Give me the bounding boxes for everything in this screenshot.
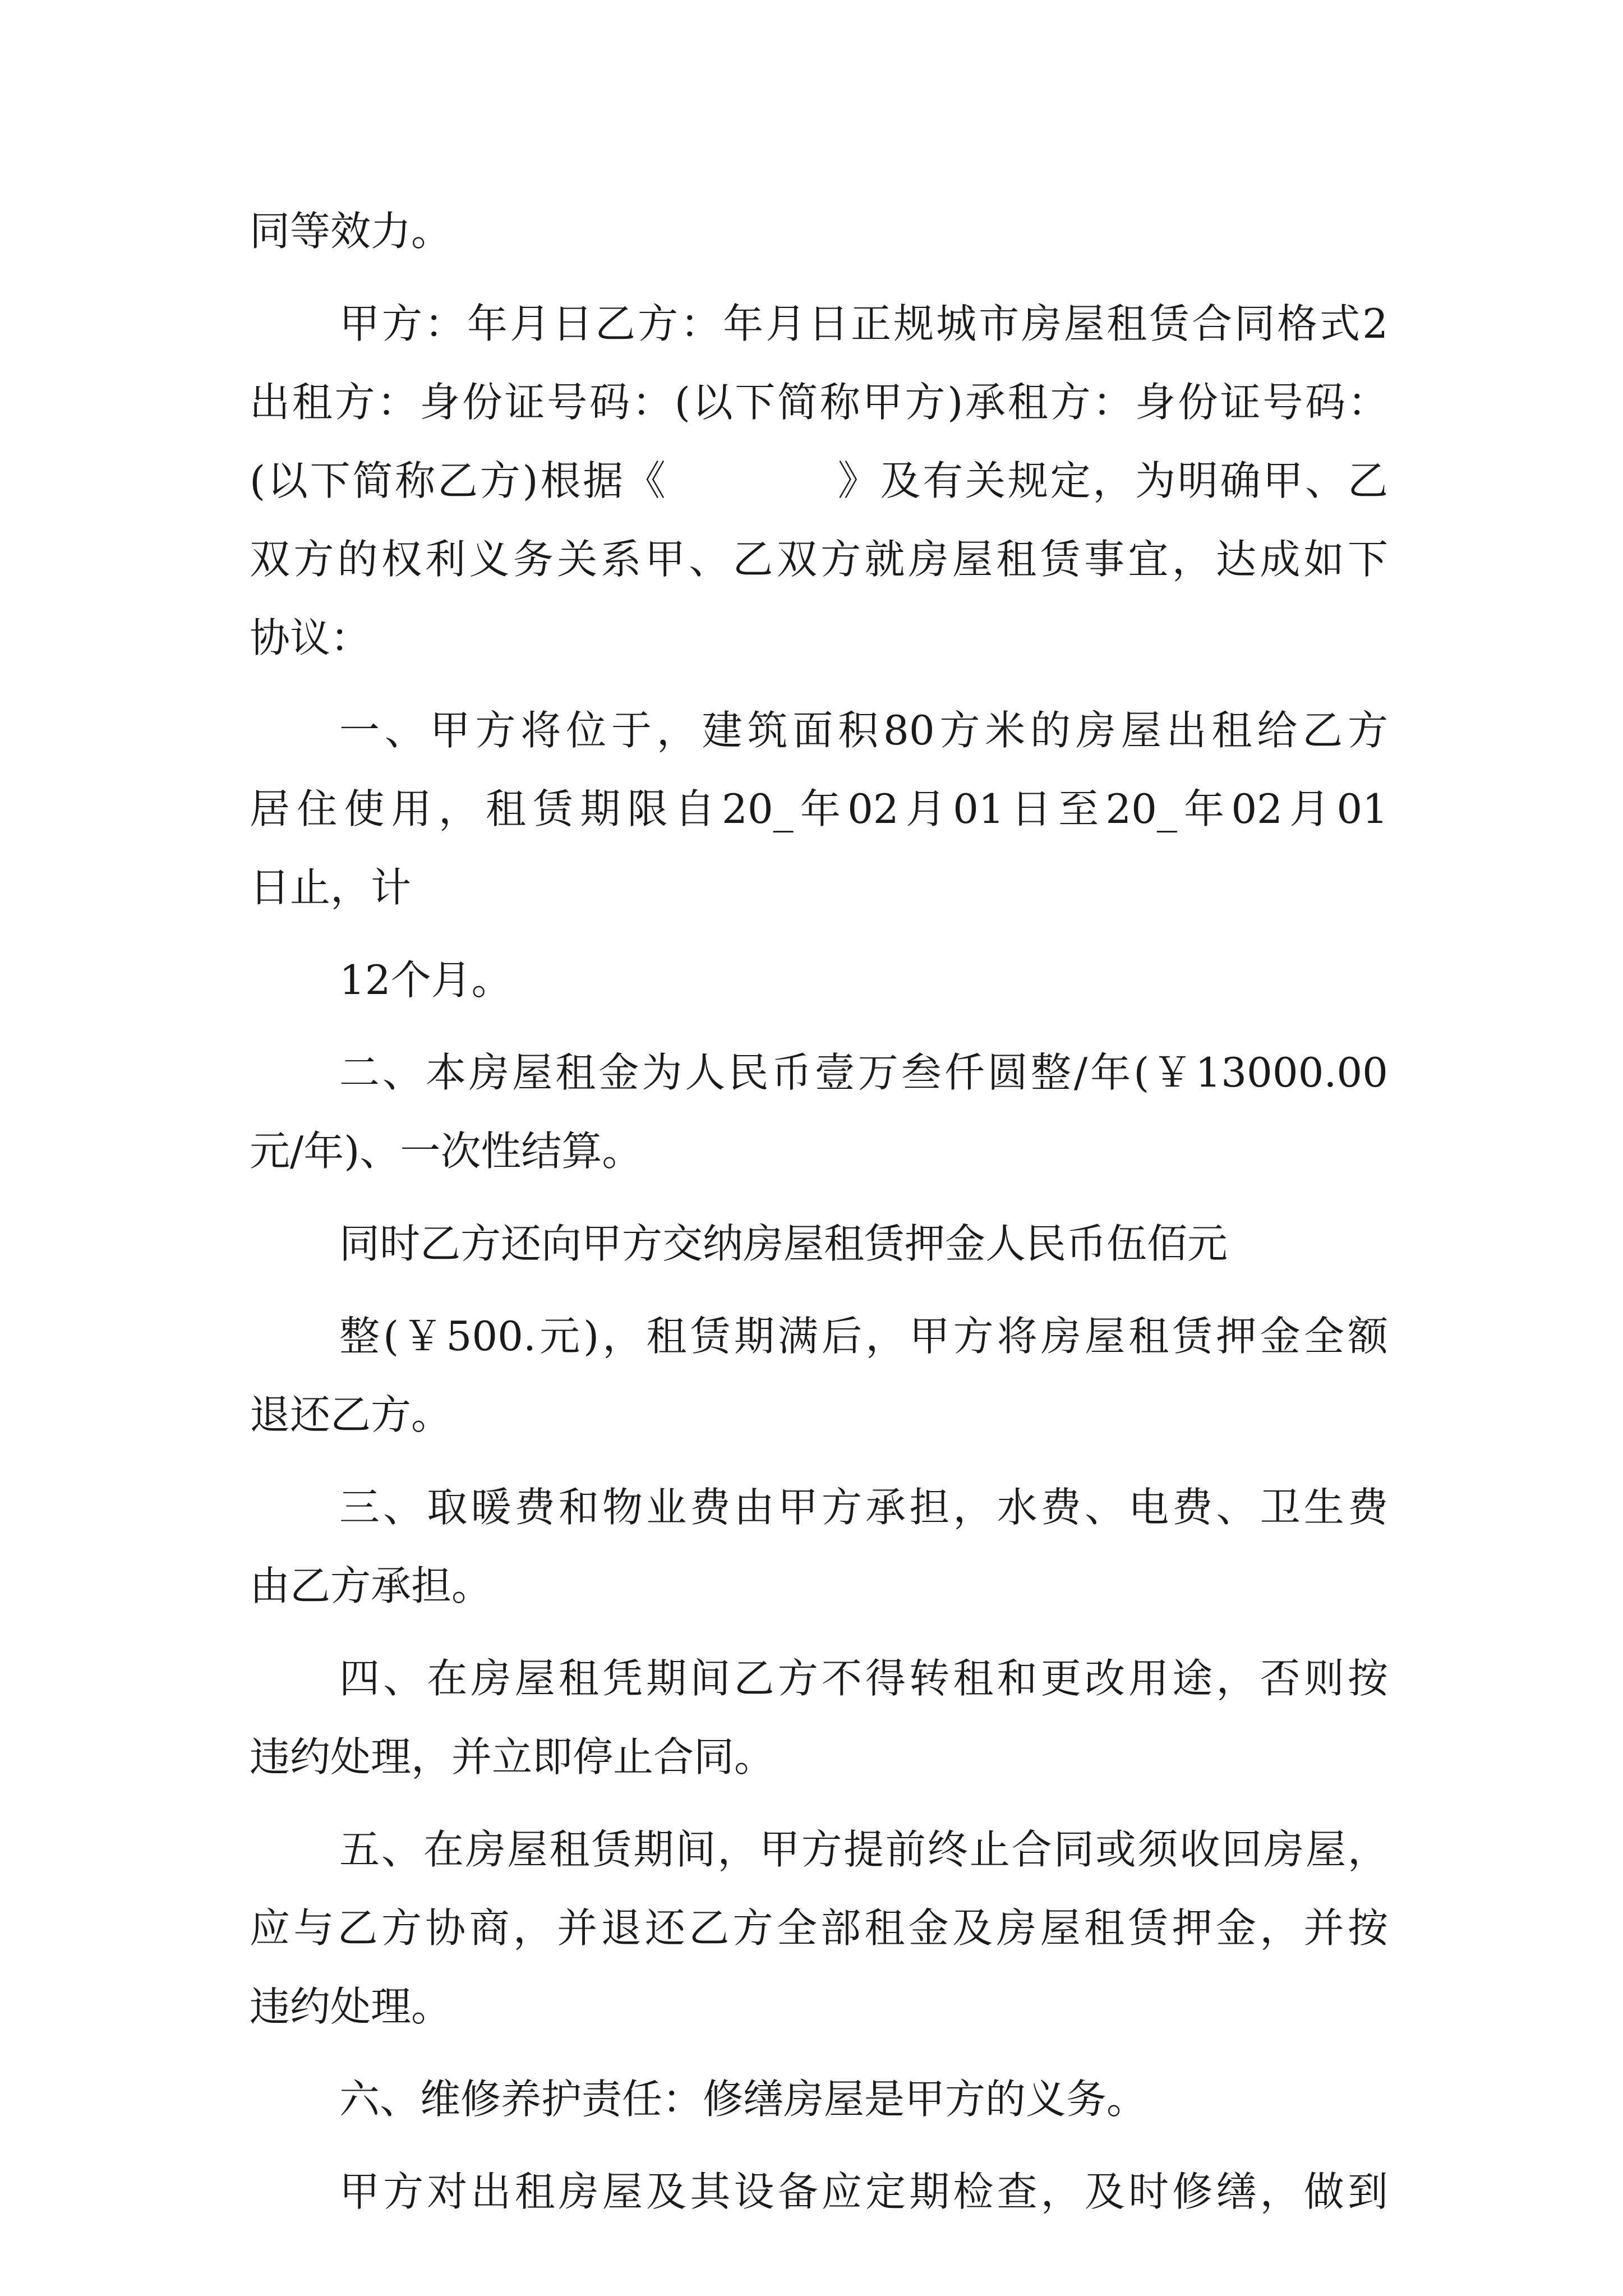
text-line: 同时乙方还向甲方交纳房屋租赁押金人民币伍佰元 [339,1220,1228,1267]
text-line: 居住使用，租赁期限自20_年02月01日至20_年02月01 [250,785,1388,832]
text-line: (以下简称乙方)根据《 》及有关规定，为明确甲、乙 [250,457,1388,504]
text-line: 六、维修养护责任：修缮房屋是甲方的义务。 [339,2076,1147,2123]
text-line: 由乙方承担。 [250,1562,492,1609]
text-line: 违约处理。 [250,1983,452,2030]
text-line: 整(￥500.元)，租赁期满后，甲方将房屋租赁押金全额 [339,1313,1388,1360]
text-line: 退还乙方。 [250,1391,452,1438]
text-line: 一、甲方将位于，建筑面积80方米的房屋出租给乙方 [339,707,1388,754]
text-line: 甲方：年月日乙方：年月日正规城市房屋租赁合同格式2 [339,300,1388,347]
text-line: 五、在房屋租赁期间，甲方提前终止合同或须收回房屋， [339,1826,1388,1873]
text-line: 日止，计 [250,864,412,911]
text-line: 三、取暖费和物业费由甲方承担，水费、电费、卫生费 [339,1484,1388,1531]
text-line: 元/年)、一次性结算。 [250,1128,643,1175]
text-line: 违约处理，并立即停止合同。 [250,1733,775,1780]
text-line: 二、本房屋租金为人民币壹万叁仟圆整/年(￥13000.00 [339,1049,1388,1096]
text-line: 同等效力。 [250,208,452,255]
text-line: 应与乙方协商，并退还乙方全部租金及房屋租赁押金，并按 [250,1904,1388,1952]
text-line: 甲方对出租房屋及其设备应定期检查，及时修缮，做到 [339,2168,1388,2215]
text-line: 12个月。 [339,956,512,1004]
text-line: 出租方：身份证号码：(以下简称甲方)承租方：身份证号码： [250,379,1388,426]
text-line: 协议： [250,614,371,661]
text-line: 双方的权利义务关系甲、乙双方就房屋租赁事宜，达成如下 [250,536,1388,583]
text-line: 四、在房屋租凭期间乙方不得转租和更改用途，否则按 [339,1655,1388,1702]
